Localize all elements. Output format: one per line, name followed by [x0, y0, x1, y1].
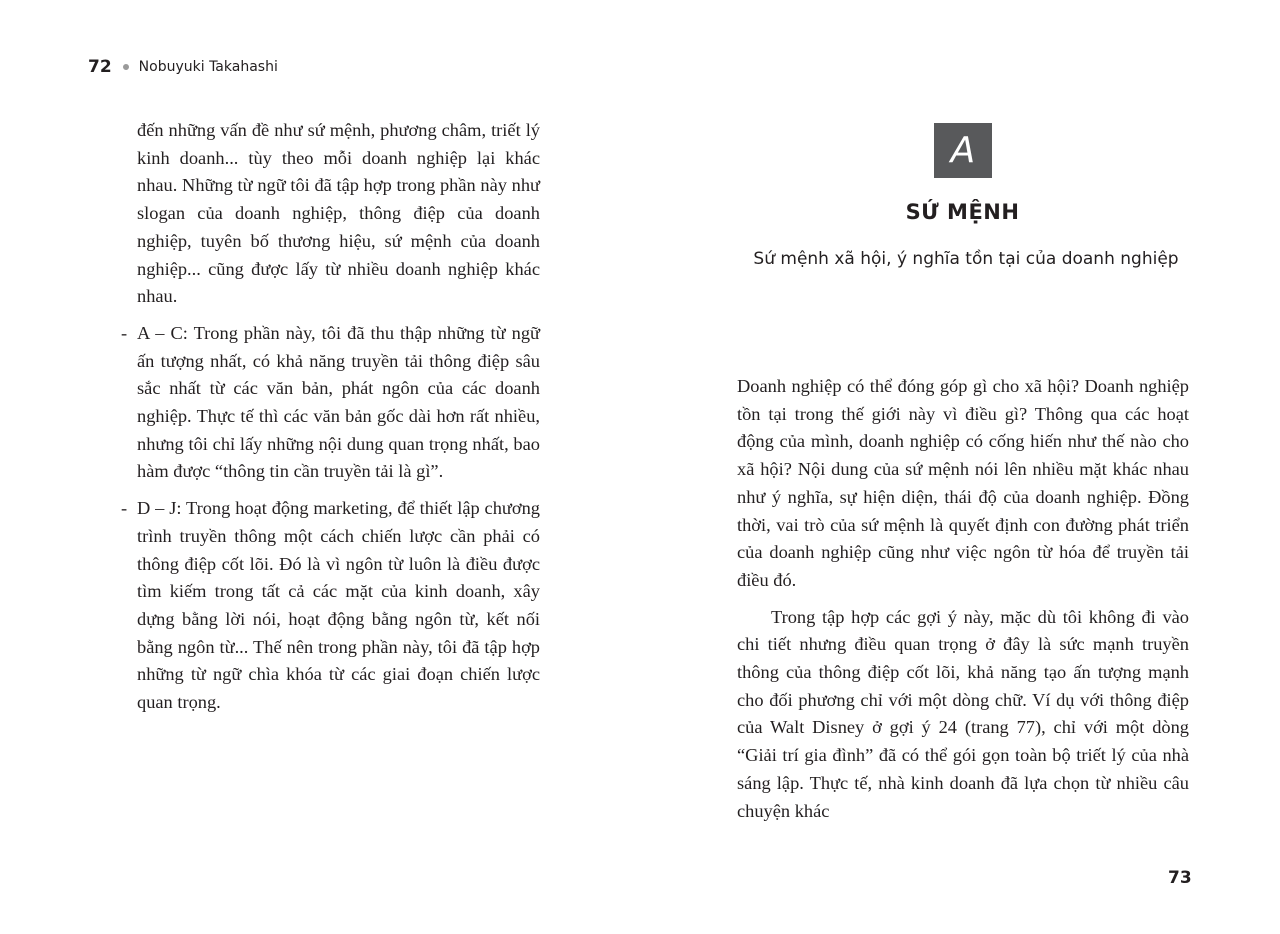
- bullet-text-a-c: A – C: Trong phần này, tôi đã thu thập những từ ngữ ấn tượng nhất, có khả năng truyền tải thông điệp sâu sắc nhất từ các văn bản, phát ngôn của các doanh nghiệp. Thực tế thì các văn bản gốc dài hơn rất nhiều, nhưng tôi chỉ lấy những nội dung quan trọng nhất, bao hàm được “thông tin cần truyền tải là gì”.: [137, 322, 540, 482]
- right-paragraph-1: Doanh nghiệp có thể đóng góp gì cho xã hội? Doanh nghiệp tồn tại trong thế giới này vì điều gì? Thông qua các hoạt động của mình, doanh nghiệp có cống hiến như thế nào cho xã hội? Nội dung của sứ mệnh nói lên nhiều mặt khác nhau như ý nghĩa, sự hiện diện, thái độ của doanh nghiệp. Đồng thời, vai trò của sứ mệnh là quyết định con đường phát triển của doanh nghiệp cũng như việc ngôn từ hóa để truyền tải điều đó.: [737, 376, 1189, 590]
- page-number-left: 72: [88, 57, 112, 77]
- author-name: Nobuyuki Takahashi: [138, 59, 278, 75]
- bullet-dot-icon: [123, 64, 129, 70]
- right-text-column: [737, 373, 1189, 834]
- bullet-item-a-c: [121, 320, 540, 486]
- bullet-dash: -: [121, 322, 128, 343]
- bullet-dash: -: [121, 498, 128, 519]
- page-number-right: 73: [1168, 868, 1192, 888]
- bullet-text-d-j: D – J: Trong hoạt động marketing, để thiết lập chương trình truyền thông một cách chiến lược cần phải có thông điệp cốt lõi. Đó là vì ngôn từ luôn là điều được tìm kiếm trong tất cả các mặt của kinh doanh, xây dựng bằng lời nói, hoạt động bằng ngôn từ, kết nối bằng ngôn từ... Thế nên trong phần này, tôi đã tập hợp những từ ngữ chìa khóa từ các giai đoạn chiến lược quan trọng.: [137, 498, 540, 713]
- section-subtitle: Sứ mệnh xã hội, ý nghĩa tồn tại của doanh nghiệp: [753, 249, 1179, 269]
- left-paragraph-1: đến những vấn đề như sứ mệnh, phương châm, triết lý kinh doanh... tùy theo mỗi doanh nghiệp lại khác nhau. Những từ ngữ tôi đã tập hợp trong phần này như slogan của doanh nghiệp, thông điệp của doanh nghiệp, tuyên bố thương hiệu, sứ mệnh của doanh nghiệp... cũng được lấy từ nhiều doanh nghiệp khác nhau.: [137, 120, 540, 307]
- bullet-item-d-j: [121, 495, 540, 717]
- section-letter-box: A: [934, 123, 992, 178]
- right-page: [640, 0, 1280, 934]
- running-head: [88, 57, 278, 77]
- left-text-column: [121, 117, 540, 726]
- section-title: SỨ MỆNH: [905, 200, 1020, 224]
- right-paragraph-2: Trong tập hợp các gợi ý này, mặc dù tôi không đi vào chi tiết nhưng điều quan trọng ở đây là sức mạnh truyền thông của thông điệp cốt lõi, khả năng tạo ấn tượng mạnh cho đối phương chỉ với một dòng chữ. Ví dụ với thông điệp của Walt Disney ở gợi ý 24 (trang 77), chỉ với một dòng “Giải trí gia đình” đã có thể gói gọn toàn bộ triết lý của nhà sáng lập. Thực tế, nhà kinh doanh đã lựa chọn từ nhiều câu chuyện khác: [737, 606, 1189, 821]
